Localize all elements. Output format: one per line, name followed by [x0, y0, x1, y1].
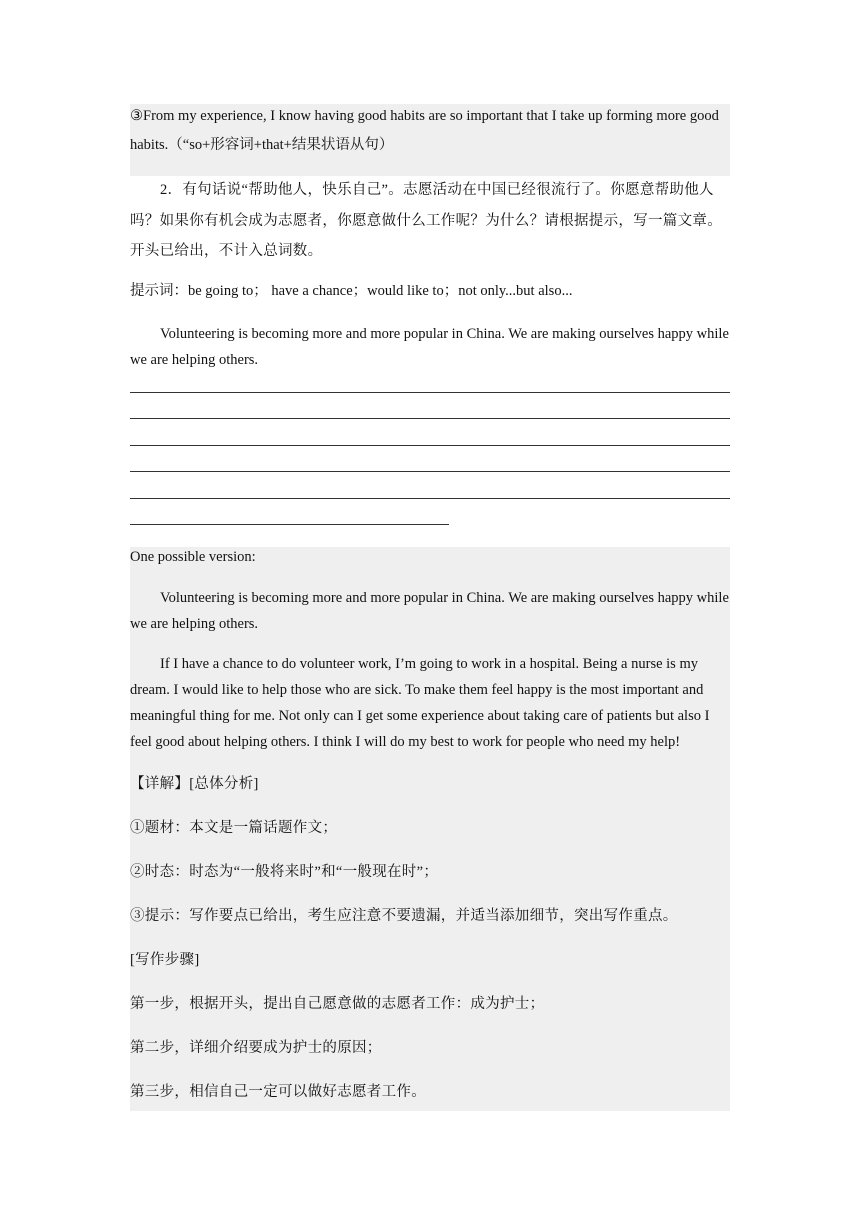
step-2: 第二步，详细介绍要成为护士的原因；: [130, 1040, 382, 1056]
answer-line: [130, 445, 730, 446]
steps-heading: [写作步骤]: [130, 952, 200, 968]
analysis-item-1: ①题材：本文是一篇话题作文；: [130, 820, 338, 836]
answer-line: [130, 392, 730, 393]
question-2-prompt: 2．有句话说“帮助他人，快乐自己”。志愿活动在中国已经很流行了。你愿意帮助他人吗？如果你有机会成为志愿者，你愿意做什么工作呢？为什么？请根据提示，写一篇文章。开头已给出，不计入总词数。: [130, 182, 722, 259]
answer-line: [130, 471, 730, 472]
step-1: 第一步，根据开头，提出自己愿意做的志愿者工作：成为护士；: [130, 996, 545, 1012]
answer-label: One possible version:: [130, 549, 256, 565]
step-3: 第三步，相信自己一定可以做好志愿者工作。: [130, 1084, 426, 1100]
analysis-heading: 【详解】[总体分析]: [130, 776, 259, 792]
answer-line: [130, 524, 449, 525]
answer-line: [130, 498, 730, 499]
essay-opening: Volunteering is becoming more and more popular in China. We are making ourselves happy while we are helping others.: [130, 326, 729, 368]
answer-paragraph-1: Volunteering is becoming more and more popular in China. We are making ourselves happy while we are helping others.: [130, 590, 729, 632]
answer-paragraph-2: If I have a chance to do volunteer work, I’m going to work in a hospital. Being a nurse is my dream. I would like to help those who are sick. To make them feel happy is the most important and meaningful thing for me. Not only can I get some experience about taking care of patients but also I feel good about helping others. I think I will do my best to work for people who need my help!: [130, 656, 710, 750]
analysis-item-2: ②时态：时态为“一般将来时”和“一般现在时”；: [130, 864, 439, 880]
analysis-item-3: ③提示：写作要点已给出，考生应注意不要遗漏，并适当添加细节，突出写作重点。: [130, 908, 678, 924]
answer-line: [130, 418, 730, 419]
hint-words: 提示词：be going to； have a chance；would like to；not only...but also...: [130, 283, 573, 299]
q1-sentence: ③From my experience, I know having good habits are so important that I take up forming more good habits.（“so+形容词+that+结果状语从句）: [130, 108, 719, 153]
